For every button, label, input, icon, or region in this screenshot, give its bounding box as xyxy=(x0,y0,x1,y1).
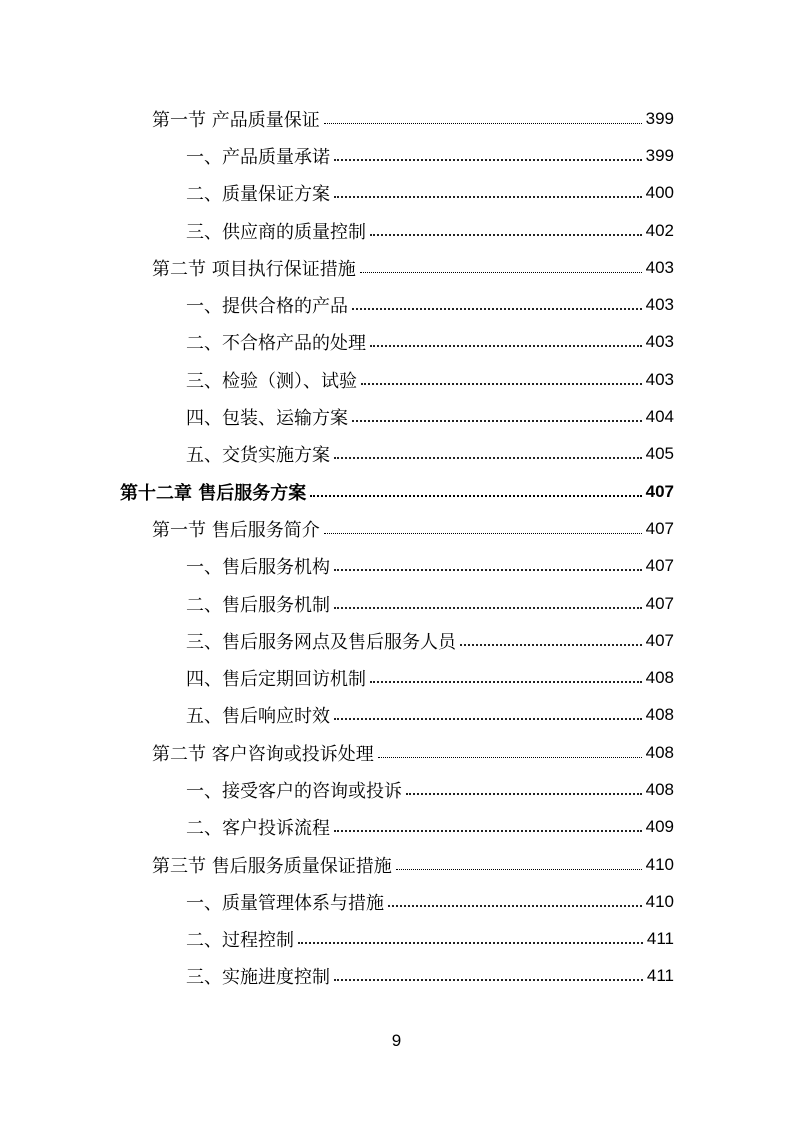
toc-entry-page: 407 xyxy=(645,518,674,538)
table-of-contents xyxy=(0,100,793,995)
toc-leader-dots xyxy=(298,930,643,948)
page-number: 9 xyxy=(391,1031,402,1050)
toc-entry-title: 第一节 产品质量保证 xyxy=(152,109,320,131)
toc-entry[interactable] xyxy=(0,846,793,883)
toc-entry-title: 第三节 售后服务质量保证措施 xyxy=(152,855,392,877)
toc-entry[interactable] xyxy=(0,286,793,323)
toc-entry[interactable] xyxy=(0,361,793,398)
toc-leader-dots xyxy=(361,371,642,389)
toc-entry[interactable] xyxy=(0,398,793,435)
toc-entry-page: 400 xyxy=(645,183,674,203)
toc-entry[interactable] xyxy=(0,510,793,547)
toc-entry-title: 一、接受客户的咨询或投诉 xyxy=(186,780,402,802)
toc-leader-dots xyxy=(334,967,643,985)
toc-entry-page: 411 xyxy=(646,929,674,949)
toc-entry-page: 404 xyxy=(645,407,674,427)
toc-leader-dots xyxy=(334,557,642,575)
toc-entry-title: 第二节 客户咨询或投诉处理 xyxy=(152,743,374,765)
toc-entry[interactable] xyxy=(0,659,793,696)
toc-leader-dots xyxy=(334,818,642,836)
toc-entry-page: 408 xyxy=(645,668,674,688)
toc-entry[interactable] xyxy=(0,212,793,249)
toc-entry-page: 410 xyxy=(645,891,674,911)
toc-entry[interactable] xyxy=(0,883,793,920)
toc-entry-page: 408 xyxy=(645,742,674,762)
toc-entry-page: 405 xyxy=(645,444,674,464)
toc-entry-title: 二、过程控制 xyxy=(186,930,294,952)
toc-entry-title: 五、交货实施方案 xyxy=(186,445,330,467)
toc-entry-title: 第一节 售后服务简介 xyxy=(152,519,320,541)
toc-entry-page: 407 xyxy=(645,481,674,501)
toc-entry-page: 399 xyxy=(645,145,674,165)
toc-entry-title: 二、质量保证方案 xyxy=(186,184,330,206)
toc-leader-dots xyxy=(406,781,642,799)
toc-entry-title: 二、售后服务机制 xyxy=(186,594,330,616)
toc-entry-title: 一、产品质量承诺 xyxy=(186,146,330,168)
toc-entry-page: 409 xyxy=(645,817,674,837)
toc-leader-dots xyxy=(334,595,642,613)
toc-leader-dots xyxy=(370,333,642,351)
toc-entry-page: 407 xyxy=(645,556,674,576)
toc-entry-title: 三、实施进度控制 xyxy=(186,967,330,989)
toc-leader-dots xyxy=(324,110,642,128)
toc-entry[interactable] xyxy=(0,622,793,659)
toc-leader-dots xyxy=(370,222,642,240)
toc-leader-dots xyxy=(378,744,642,762)
toc-leader-dots xyxy=(334,184,642,202)
toc-entry-title: 第十二章 售后服务方案 xyxy=(120,482,307,504)
toc-leader-dots xyxy=(360,259,642,277)
toc-entry-title: 第二节 项目执行保证措施 xyxy=(152,258,356,280)
toc-entry[interactable] xyxy=(0,771,793,808)
toc-entry-title: 二、不合格产品的处理 xyxy=(186,333,366,355)
toc-entry-page: 403 xyxy=(645,332,674,352)
toc-entry[interactable] xyxy=(0,585,793,622)
toc-leader-dots xyxy=(310,483,641,501)
toc-entry-title: 一、质量管理体系与措施 xyxy=(186,892,384,914)
toc-entry[interactable] xyxy=(0,137,793,174)
toc-leader-dots xyxy=(370,669,642,687)
toc-entry[interactable] xyxy=(0,809,793,846)
toc-leader-dots xyxy=(352,296,642,314)
toc-entry[interactable] xyxy=(0,175,793,212)
toc-entry-page: 408 xyxy=(645,705,674,725)
toc-entry[interactable] xyxy=(0,436,793,473)
toc-entry-title: 一、提供合格的产品 xyxy=(186,296,348,318)
toc-entry[interactable] xyxy=(0,958,793,995)
toc-entry-title: 三、售后服务网点及售后服务人员 xyxy=(186,631,456,653)
toc-leader-dots xyxy=(324,520,642,538)
toc-entry-page: 408 xyxy=(645,779,674,799)
toc-entry[interactable] xyxy=(0,100,793,137)
toc-leader-dots xyxy=(460,632,642,650)
toc-entry[interactable] xyxy=(0,548,793,585)
toc-entry-page: 407 xyxy=(645,593,674,613)
toc-entry-title: 四、售后定期回访机制 xyxy=(186,669,366,691)
toc-leader-dots xyxy=(334,147,642,165)
toc-entry-title: 一、售后服务机构 xyxy=(186,557,330,579)
toc-entry-page: 411 xyxy=(646,966,674,986)
toc-leader-dots xyxy=(388,893,642,911)
toc-entry[interactable] xyxy=(0,324,793,361)
toc-entry-page: 403 xyxy=(645,257,674,277)
toc-entry-page: 402 xyxy=(645,220,674,240)
toc-entry[interactable] xyxy=(0,697,793,734)
toc-entry-page: 407 xyxy=(645,630,674,650)
toc-entry[interactable] xyxy=(0,734,793,771)
toc-entry-title: 三、检验（测）、试验 xyxy=(186,370,357,392)
toc-leader-dots xyxy=(334,445,642,463)
toc-entry-page: 410 xyxy=(645,854,674,874)
toc-entry-title: 三、供应商的质量控制 xyxy=(186,221,366,243)
toc-entry[interactable] xyxy=(0,249,793,286)
toc-entry-page: 403 xyxy=(645,369,674,389)
toc-chapter-entry[interactable] xyxy=(0,473,793,510)
toc-leader-dots xyxy=(352,408,642,426)
toc-leader-dots xyxy=(334,706,642,724)
toc-entry[interactable] xyxy=(0,921,793,958)
toc-entry-page: 399 xyxy=(645,108,674,128)
toc-entry-title: 四、包装、运输方案 xyxy=(186,408,348,430)
toc-entry-title: 二、客户投诉流程 xyxy=(186,818,330,840)
toc-entry-title: 五、售后响应时效 xyxy=(186,706,330,728)
toc-leader-dots xyxy=(396,856,642,874)
toc-entry-page: 403 xyxy=(645,295,674,315)
